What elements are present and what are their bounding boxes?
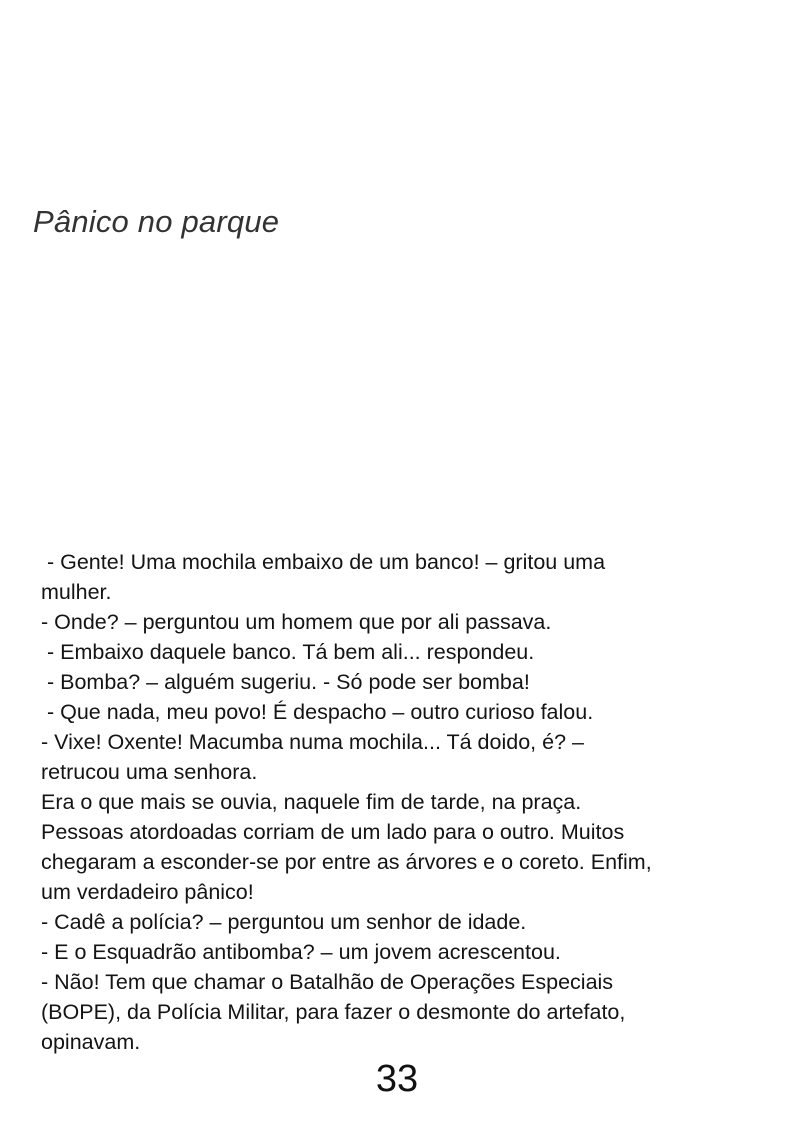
text-line: chegaram a esconder-se por entre as árvores e o coreto. Enfim, <box>41 850 652 874</box>
text-line: - Bomba? – alguém sugeriu. - Só pode ser bomba! <box>41 670 530 694</box>
text-line: - Que nada, meu povo! É despacho – outro curioso falou. <box>41 700 594 724</box>
text-line: Pessoas atordoadas corriam de um lado para o outro. Muitos <box>41 820 625 844</box>
text-line: mulher. <box>41 580 112 604</box>
text-line: - Não! Tem que chamar o Batalhão de Operações Especiais <box>41 970 614 994</box>
text-line: opinavam. <box>41 1030 141 1054</box>
text-line: Era o que mais se ouvia, naquele fim de tarde, na praça. <box>41 790 582 814</box>
text-line: - Cadê a polícia? – perguntou um senhor de idade. <box>41 910 527 934</box>
text-line: um verdadeiro pânico! <box>41 880 254 904</box>
text-line: - Embaixo daquele banco. Tá bem ali... respondeu. <box>41 640 535 664</box>
text-line: - Onde? – perguntou um homem que por ali passava. <box>41 610 552 634</box>
text-line: retrucou uma senhora. <box>41 760 258 784</box>
text-line: - E o Esquadrão antibomba? – um jovem acrescentou. <box>41 940 561 964</box>
text-line: (BOPE), da Polícia Militar, para fazer o desmonte do artefato, <box>41 1000 626 1024</box>
body-text <box>41 547 756 1057</box>
text-line: - Gente! Uma mochila embaixo de um banco! – gritou uma <box>41 550 606 574</box>
text-line: - Vixe! Oxente! Macumba numa mochila... Tá doido, é? – <box>41 730 584 754</box>
page-number: 33 <box>375 1058 419 1100</box>
chapter-title: Pânico no parque <box>33 204 280 239</box>
